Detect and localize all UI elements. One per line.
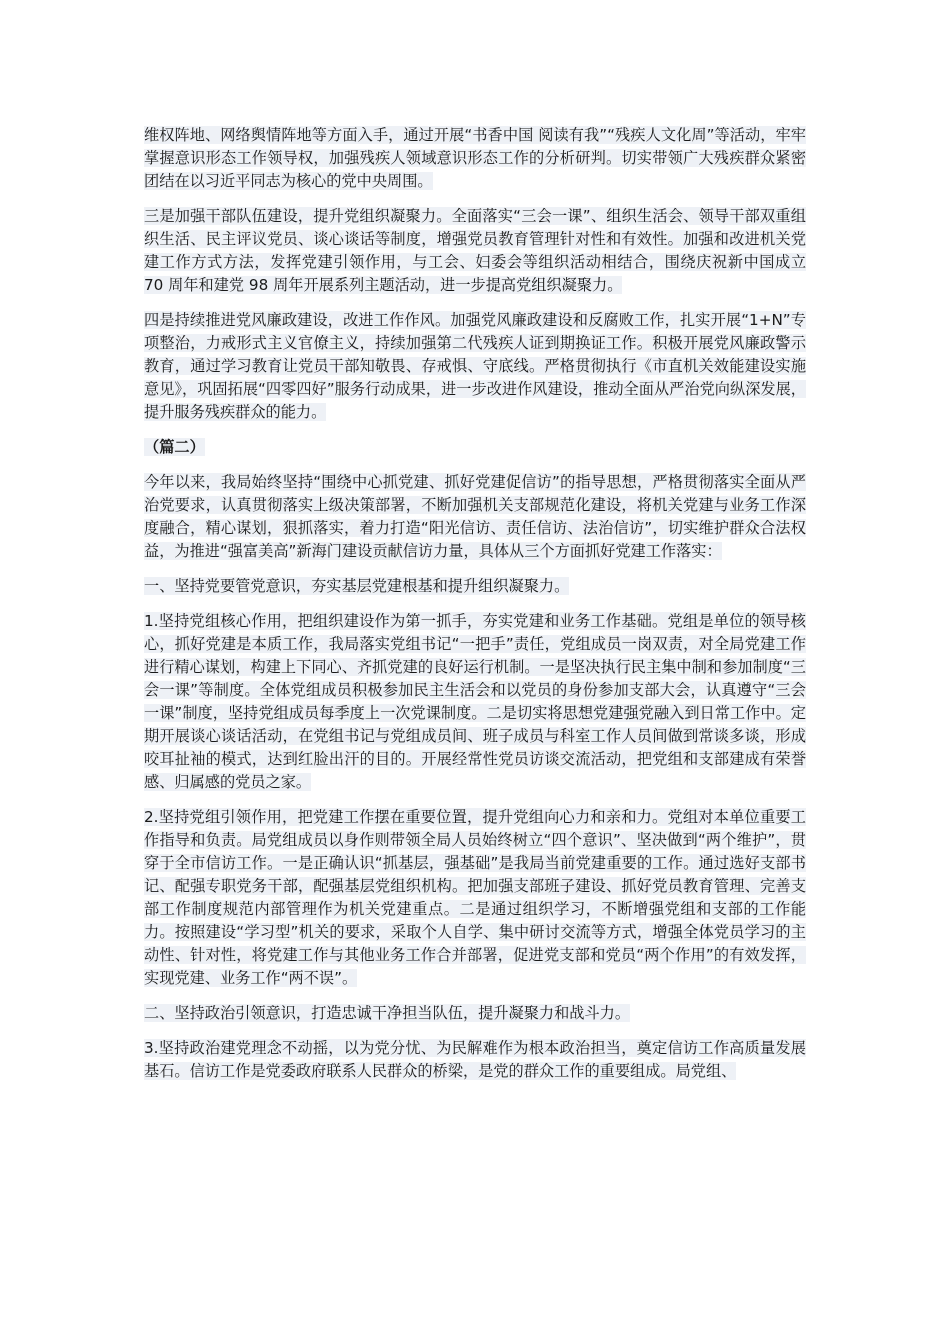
paragraph-text: 三是加强干部队伍建设，提升党组织凝聚力。全面落实“三会一课”、组织生活会、领导干部双重组织生活、民主评议党员、谈心谈话等制度，增强党员教育管理针对性和有效性。加强和改进机关党建工作方式方法，发挥党建引领作用，与工会、妇委会等组织活动相结合，围绕庆祝新中国成立 70 周年和建党 98 周年开展系列主题活动，进一步提高党组织凝聚力。: [144, 207, 806, 294]
subheading-2: [144, 1002, 806, 1025]
subheading-1: [144, 575, 806, 598]
paragraph-5: [144, 610, 806, 794]
paragraph-text: 四是持续推进党风廉政建设，改进工作作风。加强党风廉政建设和反腐败工作，扎实开展“1+N”专项整治，力戒形式主义官僚主义，持续加强第二代残疾人证到期换证工作。积极开展党风廉政警示教育，通过学习教育让党员干部知敬畏、存戒惧、守底线。严格贯彻执行《市直机关效能建设实施意见》，巩固拓展“四零四好”服务行动成果，进一步改进作风建设，推动全面从严治党向纵深发展，提升服务残疾群众的能力。: [144, 311, 806, 421]
subheading-text: 一、坚持党要管党意识，夯实基层党建根基和提升组织凝聚力。: [144, 577, 570, 595]
paragraph-text: 1.坚持党组核心作用，把组织建设作为第一抓手，夯实党建和业务工作基础。党组是单位的领导核心，抓好党建是本质工作，我局落实党组书记“一把手”责任，党组成员一岗双责，对全局党建工作进行精心谋划，构建上下同心、齐抓党建的良好运行机制。一是坚决执行民主集中制和参加制度“三会一课”等制度。全体党组成员积极参加民主生活会和以党员的身份参加支部大会，认真遵守“三会一课”制度，坚持党组成员每季度上一次党课制度。二是切实将思想党建强党融入到日常工作中。定期开展谈心谈话活动，在党组书记与党组成员间、班子成员与科室工作人员间做到常谈多谈，形成咬耳扯袖的模式，达到红脸出汗的目的。开展经常性党员访谈交流活动，把党组和支部建成有荣誉感、归属感的党员之家。: [144, 612, 806, 791]
paragraph-text: 3.坚持政治建党理念不动摇，以为党分忧、为民解难作为根本政治担当，奠定信访工作高质量发展基石。信访工作是党委政府联系人民群众的桥梁，是党的群众工作的重要组成。局党组、: [144, 1039, 806, 1080]
subheading-text: 二、坚持政治引领意识，打造忠诚干净担当队伍，提升凝聚力和战斗力。: [144, 1004, 630, 1022]
document-body: [144, 124, 806, 1095]
paragraph-3: [144, 309, 806, 424]
paragraph-6: [144, 806, 806, 990]
paragraph-text: 2.坚持党组引领作用，把党建工作摆在重要位置，提升党组向心力和亲和力。党组对本单位重要工作指导和负责。局党组成员以身作则带领全局人员始终树立“四个意识”、坚决做到“两个维护”，贯穿于全市信访工作。一是正确认识“抓基层，强基础”是我局当前党建重要的工作。通过选好支部书记、配强专职党务干部，配强基层党组织机构。把加强支部班子建设、抓好党员教育管理、完善支部工作制度规范内部管理作为机关党建重点。二是通过组织学习，不断增强党组和支部的工作能力。按照建设“学习型”机关的要求，采取个人自学、集中研讨交流等方式，增强全体党员学习的主动性、针对性，将党建工作与其他业务工作合并部署，促进党支部和党员“两个作用”的有效发挥，实现党建、业务工作“两不误”。: [144, 808, 806, 987]
paragraph-text: 维权阵地、网络舆情阵地等方面入手，通过开展“书香中国 阅读有我”“残疾人文化周”等活动，牢牢掌握意识形态工作领导权，加强残疾人领域意识形态工作的分析研判。切实带领广大残疾群众紧密团结在以习近平同志为核心的党中央周围。: [144, 126, 806, 190]
paragraph-2: [144, 205, 806, 297]
section-heading-text: （篇二）: [144, 438, 205, 456]
section-heading: [144, 436, 806, 459]
paragraph-1: [144, 124, 806, 193]
paragraph-4: [144, 471, 806, 563]
paragraph-7: [144, 1037, 806, 1083]
paragraph-text: 今年以来，我局始终坚持“围绕中心抓党建、抓好党建促信访”的指导思想，严格贯彻落实全面从严治党要求，认真贯彻落实上级决策部署，不断加强机关支部规范化建设，将机关党建与业务工作深度融合，精心谋划，狠抓落实，着力打造“阳光信访、责任信访、法治信访”，切实维护群众合法权益，为推进“强富美高”新海门建设贡献信访力量，具体从三个方面抓好党建工作落实：: [144, 473, 806, 560]
